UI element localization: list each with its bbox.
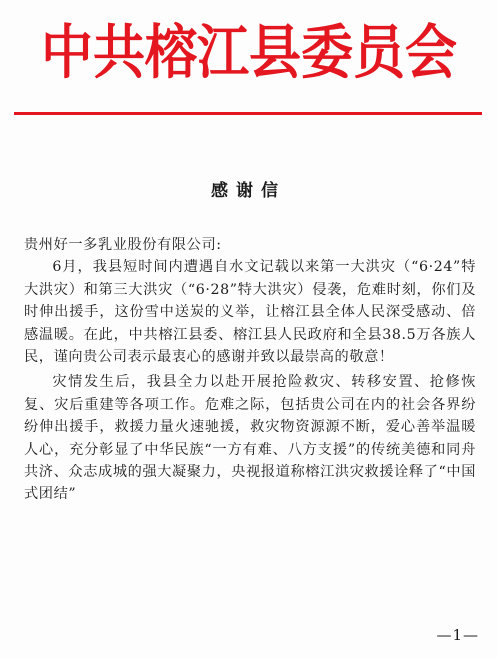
paragraph-2: 灾情发生后，我县全力以赴开展抢险救灾、转移安置、抢修恢复、灾后重建等各项工作。危难之际，包括贵公司在内的社会各界纷纷伸出援手，救援力量火速驰援，救灾物资源源不断，爱心善举温暖人心，充分彰显了中华民族“一方有难、八方支援”的传统美德和同舟共济、众志成城的强大凝聚力，央视报道称榕江洪灾救援诠释了“中国式团结” xyxy=(24,374,476,503)
salutation: 贵州好一多乳业股份有限公司: xyxy=(24,237,222,253)
paragraph-1: 6月，我县短时间内遭遇自水文记载以来第一大洪灾（“6·24”特大洪灾）和第三大洪灾（“6·28”特大洪灾）侵袭，危难时刻，你们及时伸出援手，这份雪中送炭的义举，让榕江县全体人民深受感动、倍感温暖。在此，中共榕江县委、榕江县人民政府和全县38.5万各族人民，谨向贵公司表示最衷心的感谢并致以最崇高的敬意！ xyxy=(24,259,476,366)
document-title: 感谢信 xyxy=(211,181,286,201)
page-number: —1— xyxy=(436,626,479,644)
letterhead-title: 中共榕江县委员会 xyxy=(40,18,457,88)
letter-body xyxy=(24,234,476,506)
letterhead-rule xyxy=(14,112,482,115)
